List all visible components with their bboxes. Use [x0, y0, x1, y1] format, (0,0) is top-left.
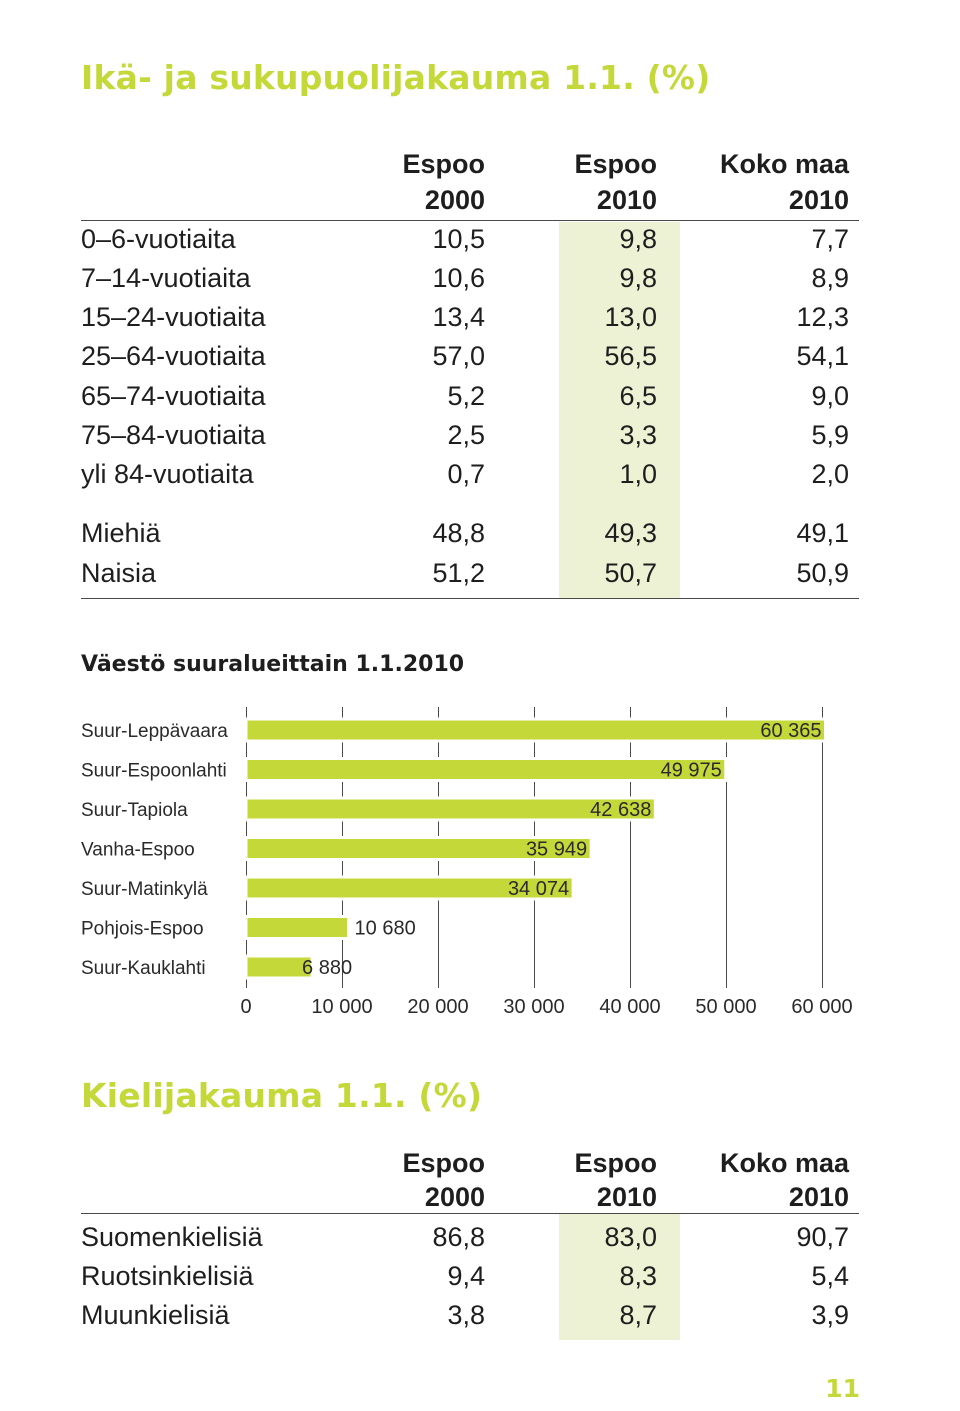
- category-label: Suur-Matinkylä: [81, 879, 208, 900]
- cell-value: 54,1: [796, 341, 849, 371]
- cell-value: 13,0: [604, 302, 657, 332]
- bar-value-label: 35 949: [525, 838, 588, 861]
- row-label: Ruotsinkielisiä: [81, 1261, 254, 1291]
- header-col3-line1: Koko maa: [719, 149, 849, 179]
- row-label: Miehiä: [81, 518, 161, 548]
- bar: [246, 719, 826, 741]
- bar-value-label: 34 074: [507, 878, 570, 900]
- x-tick-label: 30 000: [503, 996, 565, 1018]
- cell-value: 57,0: [432, 341, 485, 371]
- row-label: Muunkielisiä: [81, 1300, 230, 1330]
- cell-value: 56,5: [604, 341, 657, 371]
- cell-value: 10,5: [432, 224, 485, 254]
- cell-value: 3,3: [619, 420, 657, 450]
- language-table-title: Kielijakauma 1.1. (%): [81, 1076, 483, 1115]
- cell-value: 50,7: [604, 558, 657, 588]
- x-tick-label: 60 000: [791, 996, 853, 1018]
- cell-value: 8,3: [619, 1261, 657, 1291]
- row-label: 0–6-vuotiaita: [81, 224, 236, 254]
- cell-value: 49,3: [604, 518, 657, 548]
- bar-value-label: 10 680: [354, 917, 416, 940]
- cell-value: 90,7: [796, 1222, 849, 1252]
- x-tick-label: 0: [240, 996, 252, 1018]
- x-tick-label: 20 000: [407, 996, 469, 1018]
- x-tick-label: 40 000: [599, 996, 661, 1018]
- cell-value: 13,4: [432, 302, 485, 332]
- cell-value: 6,5: [619, 381, 657, 411]
- row-label: yli 84-vuotiaita: [81, 459, 254, 489]
- cell-value: 5,4: [811, 1261, 849, 1291]
- cell-value: 2,5: [447, 420, 485, 450]
- row-label: Suomenkielisiä: [81, 1222, 263, 1252]
- cell-value: 9,8: [619, 263, 657, 293]
- chart-title: Väestö suuralueittain 1.1.2010: [81, 652, 465, 677]
- category-label: Suur-Kauklahti: [81, 958, 206, 979]
- header-col1-line1: Espoo: [402, 1148, 485, 1178]
- cell-value: 0,7: [447, 459, 485, 489]
- cell-value: 10,6: [432, 263, 485, 293]
- bar: [246, 917, 349, 939]
- cell-value: 8,9: [811, 263, 849, 293]
- category-label: Suur-Tapiola: [81, 800, 188, 821]
- cell-value: 83,0: [604, 1222, 657, 1252]
- row-label: 7–14-vuotiaita: [81, 263, 251, 293]
- cell-value: 9,0: [811, 381, 849, 411]
- age-table-title: Ikä- ja sukupuolijakauma 1.1. (%): [81, 58, 711, 97]
- bar-value-label: 42 638: [590, 799, 652, 821]
- header-col2-line1: Espoo: [574, 1148, 657, 1178]
- cell-value: 5,2: [447, 381, 485, 411]
- header-col1-line2: 2000: [424, 1182, 485, 1212]
- row-label: 15–24-vuotiaita: [81, 302, 266, 332]
- header-col2-line2: 2010: [596, 185, 657, 215]
- header-col3-line1: Koko maa: [719, 1148, 849, 1178]
- row-label: Naisia: [81, 558, 157, 588]
- cell-value: 8,7: [619, 1300, 657, 1330]
- category-label: Vanha-Espoo: [81, 839, 195, 861]
- row-label: 75–84-vuotiaita: [81, 420, 266, 450]
- row-label: 25–64-vuotiaita: [81, 341, 266, 371]
- header-col1-line2: 2000: [424, 185, 485, 215]
- cell-value: 3,8: [447, 1300, 485, 1330]
- bar-value-label: 49 975: [660, 759, 722, 782]
- cell-value: 7,7: [811, 224, 849, 254]
- x-tick-label: 10 000: [311, 996, 373, 1018]
- cell-value: 48,8: [432, 518, 485, 548]
- cell-value: 12,3: [796, 302, 849, 332]
- page-number: 11: [825, 1374, 860, 1403]
- header-col1-line1: Espoo: [402, 149, 485, 179]
- header-col2-line2: 2010: [596, 1182, 657, 1212]
- row-label: 65–74-vuotiaita: [81, 381, 266, 411]
- cell-value: 5,9: [811, 420, 849, 450]
- cell-value: 2,0: [811, 459, 849, 489]
- bar-value-label: 6 880: [302, 957, 353, 979]
- cell-value: 9,4: [447, 1261, 485, 1291]
- cell-value: 3,9: [811, 1300, 849, 1330]
- header-col3-line2: 2010: [788, 185, 849, 215]
- header-col3-line2: 2010: [788, 1182, 849, 1212]
- category-label: Pohjois-Espoo: [81, 918, 204, 940]
- cell-value: 50,9: [796, 558, 849, 588]
- bar-value-label: 60 365: [760, 720, 822, 742]
- cell-value: 1,0: [619, 459, 657, 489]
- category-label: Suur-Espoonlahti: [81, 760, 227, 782]
- cell-value: 49,1: [796, 518, 849, 548]
- category-label: Suur-Leppävaara: [81, 721, 228, 742]
- bar: [246, 759, 726, 781]
- cell-value: 86,8: [432, 1222, 485, 1252]
- x-tick-label: 50 000: [695, 996, 757, 1018]
- table-header-rule: [81, 1213, 859, 1214]
- cell-value: 9,8: [619, 224, 657, 254]
- cell-value: 51,2: [432, 558, 485, 588]
- header-col2-line1: Espoo: [574, 149, 657, 179]
